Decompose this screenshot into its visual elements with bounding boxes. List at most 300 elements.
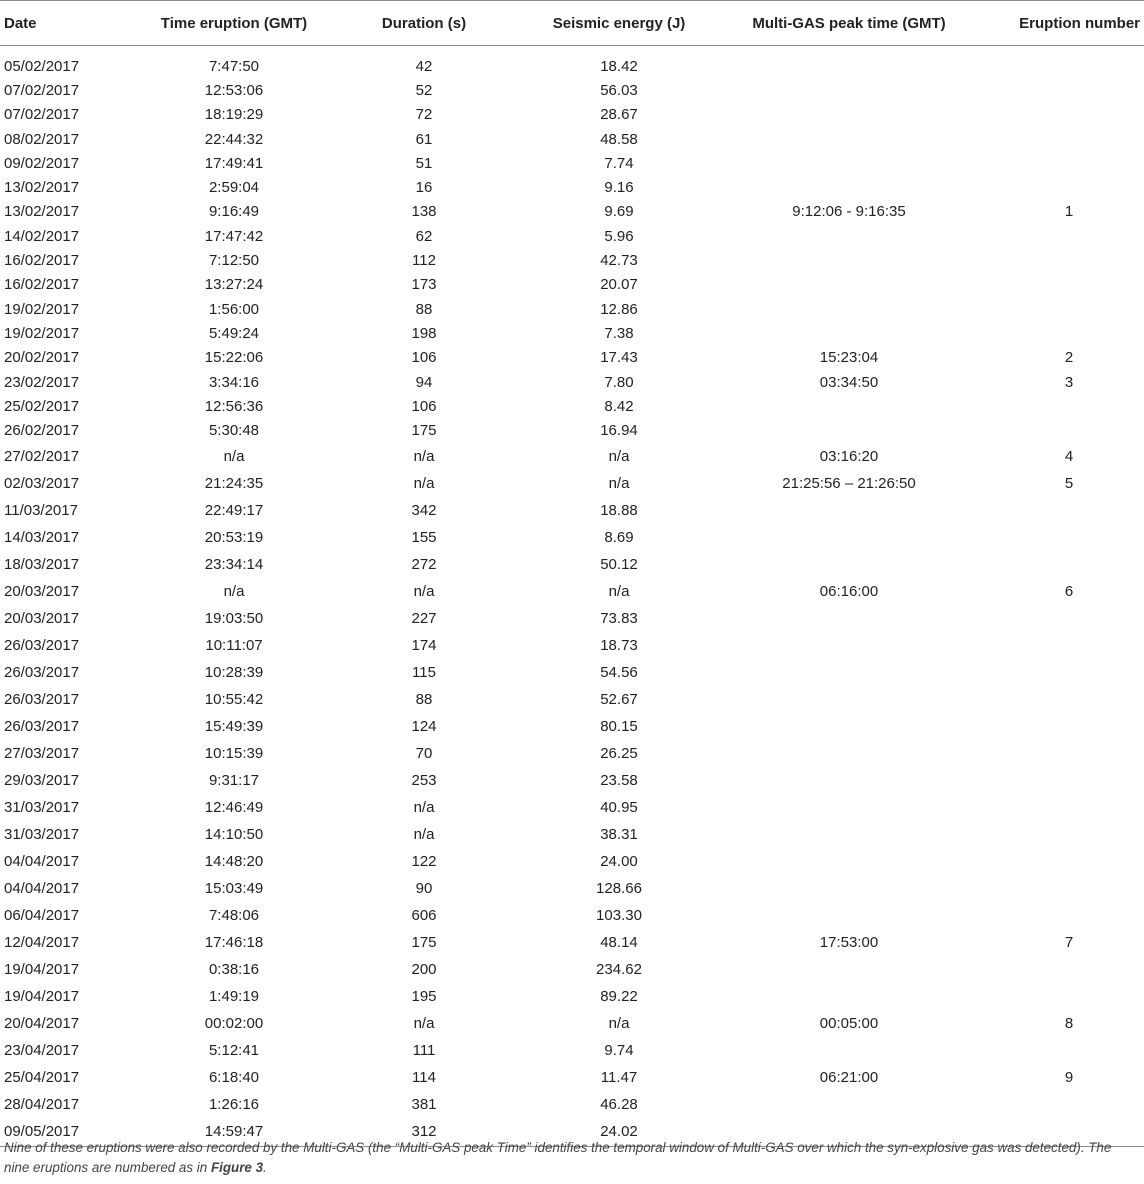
cell-multigas-peak-time	[704, 175, 994, 199]
cell-eruption-number	[994, 875, 1144, 902]
cell-multigas-peak-time	[704, 1091, 994, 1118]
table-row	[0, 578, 1144, 605]
cell-eruption-number	[994, 127, 1144, 151]
cell-eruption-number	[994, 103, 1144, 127]
cell-time-eruption: 12:46:49	[204, 798, 264, 816]
cell-date: 13/02/2017	[4, 203, 80, 221]
cell-seismic-energy: n/a	[608, 582, 630, 600]
cell-duration: 61	[415, 130, 433, 148]
cell-seismic-energy: 50.12	[600, 555, 638, 573]
header-seismic-energy: Seismic energy (J)	[534, 1, 704, 46]
cell-duration: 70	[415, 744, 433, 762]
cell-eruption-number	[994, 740, 1144, 767]
cell-duration: 253	[411, 771, 437, 789]
cell-date: 05/02/2017	[4, 57, 80, 75]
cell-time-eruption: n/a	[223, 447, 245, 465]
cell-eruption-number	[994, 46, 1144, 79]
cell-time-eruption: 9:31:17	[208, 771, 260, 789]
cell-time-eruption: 22:44:32	[204, 130, 264, 148]
table-row	[0, 127, 1144, 151]
cell-multigas-peak-time	[704, 497, 994, 524]
table-row	[0, 443, 1144, 470]
cell-duration: 88	[415, 300, 433, 318]
cell-duration: 312	[314, 1118, 534, 1147]
cell-date: 23/02/2017	[4, 373, 80, 391]
cell-date: 26/03/2017	[4, 636, 80, 654]
cell-duration: 198	[411, 324, 437, 342]
cell-seismic-energy: 52.67	[600, 690, 638, 708]
cell-multigas-peak-time	[704, 103, 994, 127]
cell-seismic-energy: n/a	[608, 1014, 630, 1032]
cell-time-eruption: 5:30:48	[208, 422, 260, 440]
cell-date: 13/02/2017	[4, 179, 80, 197]
cell-duration: n/a	[413, 825, 435, 843]
cell-time-eruption: 18:19:29	[204, 106, 264, 124]
cell-multigas-peak-time	[704, 740, 994, 767]
cell-time-eruption: 17:49:41	[204, 154, 264, 172]
cell-duration: 106	[411, 349, 437, 367]
cell-seismic-energy: 8.42	[604, 397, 634, 415]
cell-time-eruption: 14:48:20	[204, 852, 264, 870]
cell-eruption-number	[994, 248, 1144, 272]
cell-time-eruption: 21:24:35	[204, 474, 264, 492]
cell-duration: 124	[411, 717, 437, 735]
cell-eruption-number	[994, 151, 1144, 175]
cell-multigas-peak-time	[704, 956, 994, 983]
cell-seismic-energy: 9.16	[604, 179, 634, 197]
cell-multigas-peak-time	[704, 902, 994, 929]
table-row	[0, 848, 1144, 875]
cell-seismic-energy: 24.02	[534, 1118, 704, 1147]
cell-multigas-peak-time	[704, 151, 994, 175]
cell-multigas-peak-time: 06:21:00	[819, 1068, 879, 1086]
table-row	[0, 151, 1144, 175]
table-row	[0, 740, 1144, 767]
table-row	[0, 1091, 1144, 1118]
table-row	[0, 200, 1144, 224]
table-row	[0, 1037, 1144, 1064]
cell-eruption-number	[994, 497, 1144, 524]
cell-duration: 173	[411, 276, 437, 294]
cell-date: 19/02/2017	[4, 300, 80, 318]
cell-seismic-energy: 7.80	[604, 373, 634, 391]
cell-date: 19/04/2017	[4, 960, 80, 978]
cell-duration: 227	[411, 609, 437, 627]
caption-text: Nine of these eruptions were also recorded by the Multi-GAS (the “Multi-GAS peak Time” identifies the temporal window of Multi-GAS over which the syn-explosive gas was detected). The nine eruptions are numbered as in	[4, 1140, 1112, 1175]
cell-date: 19/04/2017	[4, 987, 80, 1005]
cell-duration: 62	[415, 227, 433, 245]
cell-date: 04/04/2017	[4, 852, 80, 870]
cell-seismic-energy: 12.86	[600, 300, 638, 318]
cell-date: 07/02/2017	[4, 81, 80, 99]
cell-time-eruption: 10:55:42	[204, 690, 264, 708]
cell-time-eruption: 7:48:06	[208, 906, 260, 924]
cell-eruption-number	[994, 956, 1144, 983]
cell-time-eruption: 6:18:40	[208, 1068, 260, 1086]
cell-time-eruption: 15:49:39	[204, 717, 264, 735]
cell-date: 26/02/2017	[4, 422, 80, 440]
cell-eruption-number	[994, 902, 1144, 929]
cell-eruption-number	[994, 273, 1144, 297]
cell-multigas-peak-time	[704, 983, 994, 1010]
table-row	[0, 983, 1144, 1010]
cell-time-eruption: 12:53:06	[204, 81, 264, 99]
cell-seismic-energy: n/a	[608, 474, 630, 492]
cell-seismic-energy: 5.96	[604, 227, 634, 245]
cell-eruption-number	[994, 1037, 1144, 1064]
cell-seismic-energy: 28.67	[600, 106, 638, 124]
cell-time-eruption: 20:53:19	[204, 528, 264, 546]
cell-multigas-peak-time	[704, 224, 994, 248]
cell-date: 28/04/2017	[4, 1095, 80, 1113]
cell-date: 27/03/2017	[4, 744, 80, 762]
cell-multigas-peak-time: 17:53:00	[819, 933, 879, 951]
cell-duration: 175	[411, 933, 437, 951]
cell-date: 18/03/2017	[4, 555, 80, 573]
cell-date: 20/03/2017	[4, 609, 80, 627]
cell-time-eruption: 10:11:07	[205, 636, 263, 654]
cell-seismic-energy: 9.69	[604, 203, 634, 221]
cell-seismic-energy: 7.74	[604, 154, 634, 172]
cell-eruption-number	[994, 524, 1144, 551]
cell-seismic-energy: 16.94	[600, 422, 638, 440]
cell-duration: 112	[412, 252, 436, 270]
cell-time-eruption: 10:28:39	[204, 663, 264, 681]
cell-seismic-energy: 38.31	[600, 825, 638, 843]
table-row	[0, 686, 1144, 713]
cell-duration: 272	[411, 555, 437, 573]
cell-seismic-energy: 234.62	[596, 960, 642, 978]
table-row	[0, 497, 1144, 524]
table-row	[0, 524, 1144, 551]
header-time-eruption: Time eruption (GMT)	[154, 1, 314, 46]
cell-multigas-peak-time	[704, 394, 994, 418]
cell-seismic-energy: 18.73	[600, 636, 638, 654]
cell-duration: 115	[412, 663, 436, 681]
table-row	[0, 346, 1144, 370]
table-row	[0, 767, 1144, 794]
cell-seismic-energy: 26.25	[600, 744, 638, 762]
cell-date: 20/02/2017	[4, 349, 80, 367]
cell-multigas-peak-time: 06:16:00	[819, 582, 879, 600]
cell-multigas-peak-time	[704, 127, 994, 151]
cell-multigas-peak-time	[704, 713, 994, 740]
cell-time-eruption: 17:46:18	[204, 933, 264, 951]
cell-seismic-energy: 11.47	[600, 1068, 638, 1086]
cell-multigas-peak-time	[704, 875, 994, 902]
table-row	[0, 418, 1144, 442]
cell-eruption-number: 1	[1064, 203, 1074, 221]
cell-time-eruption: 7:12:50	[208, 252, 260, 270]
cell-duration: 114	[412, 1068, 436, 1086]
cell-duration: n/a	[413, 447, 435, 465]
table-row	[0, 470, 1144, 497]
cell-duration: 381	[411, 1095, 437, 1113]
cell-multigas-peak-time	[704, 848, 994, 875]
cell-multigas-peak-time	[704, 659, 994, 686]
cell-duration: 88	[415, 690, 433, 708]
cell-seismic-energy: 17.43	[600, 349, 638, 367]
cell-date: 08/02/2017	[4, 130, 80, 148]
cell-seismic-energy: 24.00	[600, 852, 638, 870]
cell-eruption-number	[994, 175, 1144, 199]
cell-multigas-peak-time: 21:25:56 – 21:26:50	[782, 474, 916, 492]
cell-date: 25/02/2017	[4, 397, 80, 415]
header-date: Date	[0, 1, 154, 46]
cell-eruption-number	[994, 767, 1144, 794]
cell-seismic-energy: 18.42	[600, 57, 638, 75]
cell-eruption-number	[994, 1091, 1144, 1118]
table-row	[0, 794, 1144, 821]
cell-date: 04/04/2017	[4, 879, 80, 897]
cell-time-eruption: 15:22:06	[204, 349, 264, 367]
table-row	[0, 175, 1144, 199]
cell-time-eruption: 17:47:42	[204, 227, 264, 245]
cell-multigas-peak-time	[704, 524, 994, 551]
cell-time-eruption: n/a	[223, 582, 245, 600]
cell-date: 16/02/2017	[4, 252, 80, 270]
cell-seismic-energy: 89.22	[600, 987, 638, 1005]
cell-date: 26/03/2017	[4, 663, 80, 681]
cell-time-eruption: 2:59:04	[208, 179, 260, 197]
cell-multigas-peak-time	[704, 273, 994, 297]
cell-duration: 52	[415, 81, 433, 99]
cell-duration: 138	[411, 203, 437, 221]
cell-duration: 72	[415, 106, 433, 124]
cell-seismic-energy: 103.30	[596, 906, 642, 924]
cell-duration: 200	[411, 960, 437, 978]
table-row	[0, 632, 1144, 659]
table-row	[0, 605, 1144, 632]
cell-duration: 16	[415, 179, 433, 197]
table-row	[0, 1010, 1144, 1037]
cell-duration: 195	[411, 987, 437, 1005]
figure-reference: Figure 3	[210, 1160, 264, 1175]
table-row	[0, 248, 1144, 272]
cell-time-eruption: 1:56:00	[208, 300, 260, 318]
table-row	[0, 224, 1144, 248]
cell-date: 25/04/2017	[4, 1068, 80, 1086]
table-row	[0, 713, 1144, 740]
cell-multigas-peak-time	[704, 767, 994, 794]
cell-seismic-energy: 54.56	[600, 663, 638, 681]
cell-duration: 175	[411, 422, 437, 440]
cell-seismic-energy: 7.38	[604, 324, 634, 342]
cell-time-eruption: 3:34:16	[208, 373, 260, 391]
cell-duration: n/a	[413, 474, 435, 492]
cell-date: 26/03/2017	[4, 717, 80, 735]
cell-time-eruption: 7:47:50	[208, 57, 260, 75]
cell-eruption-number	[994, 418, 1144, 442]
cell-seismic-energy: 80.15	[600, 717, 638, 735]
cell-date: 12/04/2017	[4, 933, 80, 951]
cell-eruption-number	[994, 394, 1144, 418]
cell-duration: 94	[415, 373, 433, 391]
table-row	[0, 370, 1144, 394]
cell-multigas-peak-time	[704, 78, 994, 102]
cell-date: 14/02/2017	[4, 227, 80, 245]
table-row	[0, 297, 1144, 321]
cell-date: 14/03/2017	[4, 528, 80, 546]
cell-date: 31/03/2017	[4, 798, 80, 816]
cell-date: 16/02/2017	[4, 276, 80, 294]
cell-duration: n/a	[413, 582, 435, 600]
cell-eruption-number: 7	[1064, 933, 1074, 951]
cell-eruption-number: 9	[1064, 1068, 1074, 1086]
cell-date: 09/05/2017	[0, 1118, 154, 1147]
cell-eruption-number: 3	[1064, 373, 1074, 391]
cell-time-eruption: 1:49:19	[208, 987, 260, 1005]
cell-time-eruption: 13:27:24	[204, 276, 264, 294]
cell-date: 31/03/2017	[4, 825, 80, 843]
cell-duration: 106	[411, 397, 437, 415]
table-row	[0, 902, 1144, 929]
cell-date: 27/02/2017	[4, 447, 80, 465]
cell-seismic-energy: 40.95	[600, 798, 638, 816]
cell-eruption-number	[994, 821, 1144, 848]
cell-duration: 174	[411, 636, 437, 654]
table-row	[0, 875, 1144, 902]
cell-date: 06/04/2017	[4, 906, 80, 924]
cell-eruption-number	[994, 297, 1144, 321]
header-eruption-number: Eruption number	[994, 1, 1144, 46]
cell-eruption-number	[994, 605, 1144, 632]
cell-duration: n/a	[413, 798, 435, 816]
cell-duration: 155	[411, 528, 437, 546]
table-header	[0, 1, 1144, 46]
cell-date: 26/03/2017	[4, 690, 80, 708]
cell-seismic-energy: 23.58	[600, 771, 638, 789]
cell-seismic-energy: 48.14	[600, 933, 638, 951]
cell-seismic-energy: 46.28	[600, 1095, 638, 1113]
cell-seismic-energy: n/a	[608, 447, 630, 465]
cell-duration: n/a	[413, 1014, 435, 1032]
cell-date: 23/04/2017	[4, 1041, 80, 1059]
cell-seismic-energy: 73.83	[600, 609, 638, 627]
cell-date: 07/02/2017	[4, 106, 80, 124]
cell-duration: 342	[411, 501, 437, 519]
cell-eruption-number	[994, 632, 1144, 659]
cell-multigas-peak-time: 15:23:04	[819, 349, 879, 367]
cell-duration: 111	[412, 1041, 436, 1059]
cell-seismic-energy: 48.58	[600, 130, 638, 148]
caption-end: .	[263, 1160, 267, 1175]
table-caption	[4, 1138, 1140, 1178]
cell-time-eruption: 19:03:50	[204, 609, 264, 627]
cell-seismic-energy: 42.73	[600, 252, 638, 270]
table-row	[0, 321, 1144, 345]
cell-multigas-peak-time: 9:12:06 - 9:16:35	[792, 203, 906, 221]
cell-multigas-peak-time	[704, 297, 994, 321]
table-body	[0, 46, 1144, 1147]
header-row	[0, 1, 1144, 46]
cell-eruption-number	[994, 686, 1144, 713]
cell-eruption-number	[994, 224, 1144, 248]
cell-multigas-peak-time	[704, 418, 994, 442]
table-row	[0, 821, 1144, 848]
cell-eruption-number: 8	[1064, 1014, 1074, 1032]
cell-seismic-energy: 18.88	[600, 501, 638, 519]
cell-eruption-number	[994, 78, 1144, 102]
cell-multigas-peak-time: 03:34:50	[819, 373, 879, 391]
cell-seismic-energy: 20.07	[600, 276, 638, 294]
cell-time-eruption: 14:10:50	[204, 825, 264, 843]
cell-eruption-number	[994, 983, 1144, 1010]
cell-eruption-number	[994, 794, 1144, 821]
cell-eruption-number	[994, 713, 1144, 740]
cell-date: 20/04/2017	[4, 1014, 80, 1032]
cell-multigas-peak-time: 03:16:20	[819, 447, 879, 465]
table-row	[0, 46, 1144, 79]
cell-seismic-energy: 128.66	[596, 879, 642, 897]
cell-time-eruption: 22:49:17	[204, 501, 264, 519]
header-multigas-peak-time: Multi-GAS peak time (GMT)	[704, 1, 994, 46]
cell-time-eruption: 12:56:36	[204, 397, 264, 415]
cell-multigas-peak-time	[704, 321, 994, 345]
cell-time-eruption: 10:15:39	[204, 744, 264, 762]
cell-multigas-peak-time	[704, 1037, 994, 1064]
cell-date: 09/02/2017	[4, 154, 80, 172]
cell-multigas-peak-time	[704, 794, 994, 821]
cell-multigas-peak-time	[704, 632, 994, 659]
cell-eruption-number: 5	[1064, 474, 1074, 492]
table-row	[0, 394, 1144, 418]
cell-multigas-peak-time	[704, 46, 994, 79]
cell-time-eruption: 0:38:16	[208, 960, 260, 978]
cell-time-eruption: 9:16:49	[208, 203, 260, 221]
cell-eruption-number	[994, 659, 1144, 686]
cell-date: 20/03/2017	[4, 582, 80, 600]
table-row	[0, 273, 1144, 297]
cell-time-eruption: 5:12:41	[208, 1041, 260, 1059]
cell-time-eruption: 5:49:24	[208, 324, 260, 342]
cell-date: 29/03/2017	[4, 771, 80, 789]
cell-duration: 606	[411, 906, 437, 924]
cell-time-eruption: 00:02:00	[204, 1014, 264, 1032]
cell-multigas-peak-time	[704, 686, 994, 713]
cell-multigas-peak-time: 00:05:00	[819, 1014, 879, 1032]
cell-duration: 51	[415, 154, 433, 172]
cell-seismic-energy: 56.03	[600, 81, 638, 99]
cell-time-eruption: 15:03:49	[204, 879, 264, 897]
cell-multigas-peak-time	[704, 821, 994, 848]
cell-time-eruption: 23:34:14	[204, 555, 264, 573]
cell-time-eruption: 1:26:16	[208, 1095, 260, 1113]
cell-date: 11/03/2017	[4, 501, 78, 519]
cell-date: 19/02/2017	[4, 324, 80, 342]
cell-time-eruption: 14:59:47	[154, 1118, 314, 1147]
cell-eruption-number: 6	[1064, 582, 1074, 600]
header-duration: Duration (s)	[314, 1, 534, 46]
cell-multigas-peak-time	[704, 248, 994, 272]
cell-multigas-peak-time	[704, 551, 994, 578]
cell-date: 02/03/2017	[4, 474, 80, 492]
cell-seismic-energy: 8.69	[604, 528, 634, 546]
cell-multigas-peak-time	[704, 605, 994, 632]
cell-eruption-number: 2	[1064, 349, 1074, 367]
cell-eruption-number	[994, 848, 1144, 875]
cell-duration: 122	[411, 852, 437, 870]
table-row	[0, 1064, 1144, 1091]
table-row	[0, 956, 1144, 983]
cell-duration: 90	[415, 879, 433, 897]
table-row	[0, 103, 1144, 127]
cell-eruption-number: 4	[1064, 447, 1074, 465]
cell-eruption-number	[994, 551, 1144, 578]
cell-duration: 42	[415, 57, 433, 75]
table-row	[0, 78, 1144, 102]
table-row	[0, 659, 1144, 686]
